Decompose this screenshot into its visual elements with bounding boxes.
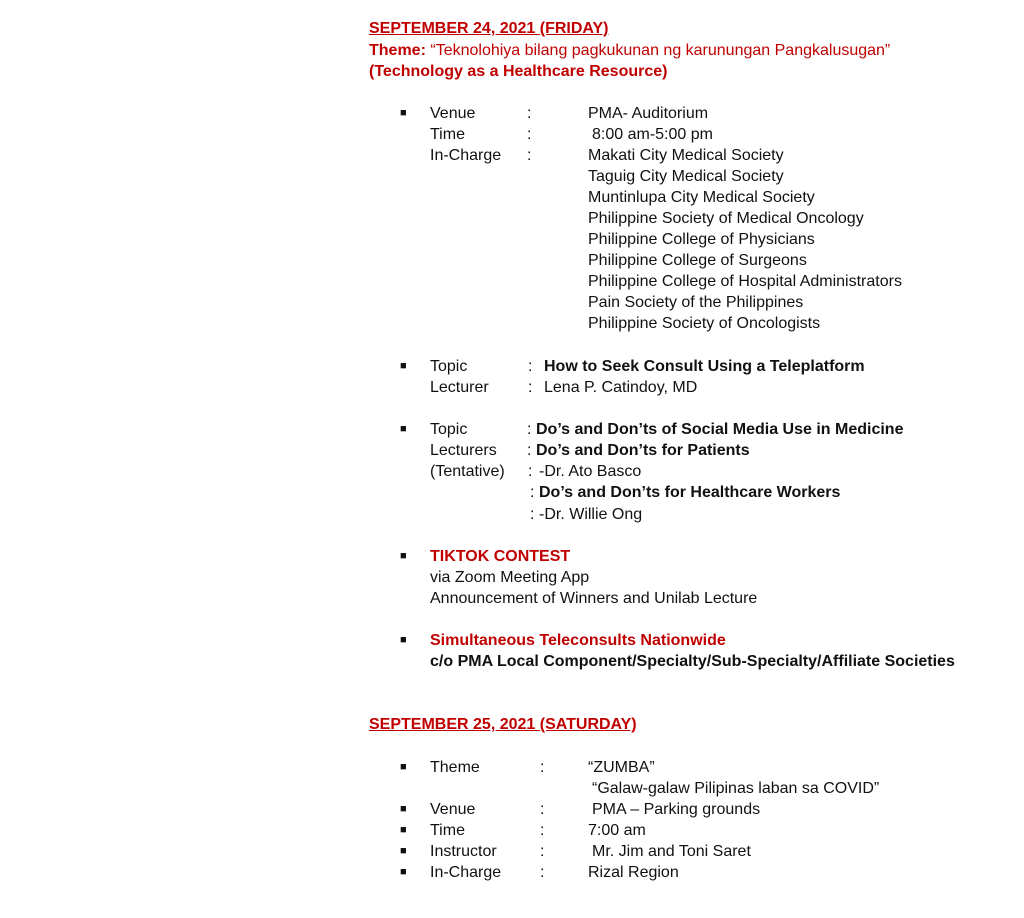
- bullet-icon: ■: [400, 803, 407, 815]
- venue-value: PMA – Parking grounds: [592, 801, 761, 818]
- bullet-icon: ■: [400, 634, 407, 646]
- theme-label: Theme: [430, 759, 480, 776]
- patients-topic: Do’s and Don’ts for Patients: [536, 442, 750, 459]
- colon: :: [527, 105, 532, 122]
- day1-date: SEPTEMBER 24, 2021 (FRIDAY): [369, 20, 609, 37]
- bullet-icon: ■: [400, 824, 407, 836]
- day1-theme-text: “Teknolohiya bilang pagkukunan ng karunungan Pangkalusugan”: [430, 42, 891, 59]
- incharge-item: Muntinlupa City Medical Society: [588, 189, 815, 206]
- bullet-icon: ■: [400, 845, 407, 857]
- teleconsult-title: Simultaneous Teleconsults Nationwide: [430, 632, 726, 649]
- bullet-icon: ■: [400, 423, 407, 435]
- topic-label: Topic: [430, 358, 468, 375]
- teleconsult-line: c/o PMA Local Component/Specialty/Sub-Specialty/Affiliate Societies: [430, 653, 955, 670]
- bullet-icon: ■: [400, 761, 407, 773]
- tiktok-line: via Zoom Meeting App: [430, 569, 590, 586]
- instructor-value: Mr. Jim and Toni Saret: [592, 843, 751, 860]
- incharge-item: Philippine College of Physicians: [588, 231, 815, 248]
- bullet-icon: ■: [400, 360, 407, 372]
- colon: :: [527, 147, 532, 164]
- lecturer-label: Lecturer: [430, 379, 489, 396]
- topic-label: Topic: [430, 421, 468, 438]
- time-label: Time: [430, 822, 465, 839]
- lecturers-label: Lecturers: [430, 442, 497, 459]
- colon: :: [540, 822, 545, 839]
- topic-value: How to Seek Consult Using a Teleplatform: [544, 358, 865, 375]
- incharge-item: Makati City Medical Society: [588, 147, 784, 164]
- day1-theme-english: (Technology as a Healthcare Resource): [369, 63, 668, 80]
- venue-label: Venue: [430, 105, 476, 122]
- colon: :: [527, 442, 532, 459]
- bullet-icon: ■: [400, 107, 407, 119]
- incharge-item: Pain Society of the Philippines: [588, 294, 804, 311]
- tiktok-title: TIKTOK CONTEST: [430, 548, 571, 565]
- incharge-item: Philippine College of Hospital Administrators: [588, 273, 902, 290]
- colon: :: [528, 463, 533, 480]
- day2-date: SEPTEMBER 25, 2021 (SATURDAY): [369, 716, 637, 733]
- colon: :: [530, 506, 535, 523]
- colon: :: [528, 358, 533, 375]
- lecturer-value: Lena P. Catindoy, MD: [544, 379, 698, 396]
- incharge-label: In-Charge: [430, 864, 502, 881]
- colon: :: [530, 484, 535, 501]
- venue-value: PMA- Auditorium: [588, 105, 709, 122]
- instructor-label: Instructor: [430, 843, 497, 860]
- speaker-2: -Dr. Willie Ong: [539, 506, 643, 523]
- day1-theme: [369, 40, 890, 61]
- colon: :: [527, 421, 532, 438]
- colon: :: [540, 843, 545, 860]
- time-value: 7:00 am: [588, 822, 646, 839]
- time-label: Time: [430, 126, 465, 143]
- colon: :: [527, 126, 532, 143]
- incharge-value: Rizal Region: [588, 864, 679, 881]
- colon: :: [528, 379, 533, 396]
- venue-label: Venue: [430, 801, 476, 818]
- speaker-1: -Dr. Ato Basco: [539, 463, 642, 480]
- topic-value: Do’s and Don’ts of Social Media Use in Medicine: [536, 421, 904, 438]
- bullet-icon: ■: [400, 550, 407, 562]
- bullet-icon: ■: [400, 866, 407, 878]
- incharge-item: Philippine Society of Medical Oncology: [588, 210, 864, 227]
- colon: :: [540, 864, 545, 881]
- colon: :: [540, 801, 545, 818]
- theme-value: “ZUMBA”: [588, 759, 655, 776]
- incharge-item: Philippine Society of Oncologists: [588, 315, 821, 332]
- tiktok-line: Announcement of Winners and Unilab Lecture: [430, 590, 758, 607]
- workers-topic: Do’s and Don’ts for Healthcare Workers: [539, 484, 841, 501]
- colon: :: [540, 759, 545, 776]
- day1-theme-label: Theme:: [369, 42, 426, 59]
- time-value: 8:00 am-5:00 pm: [592, 126, 713, 143]
- incharge-item: Philippine College of Surgeons: [588, 252, 807, 269]
- theme-sub: “Galaw-galaw Pilipinas laban sa COVID”: [592, 780, 880, 797]
- incharge-label: In-Charge: [430, 147, 502, 164]
- incharge-item: Taguig City Medical Society: [588, 168, 784, 185]
- tentative-label: (Tentative): [430, 463, 505, 480]
